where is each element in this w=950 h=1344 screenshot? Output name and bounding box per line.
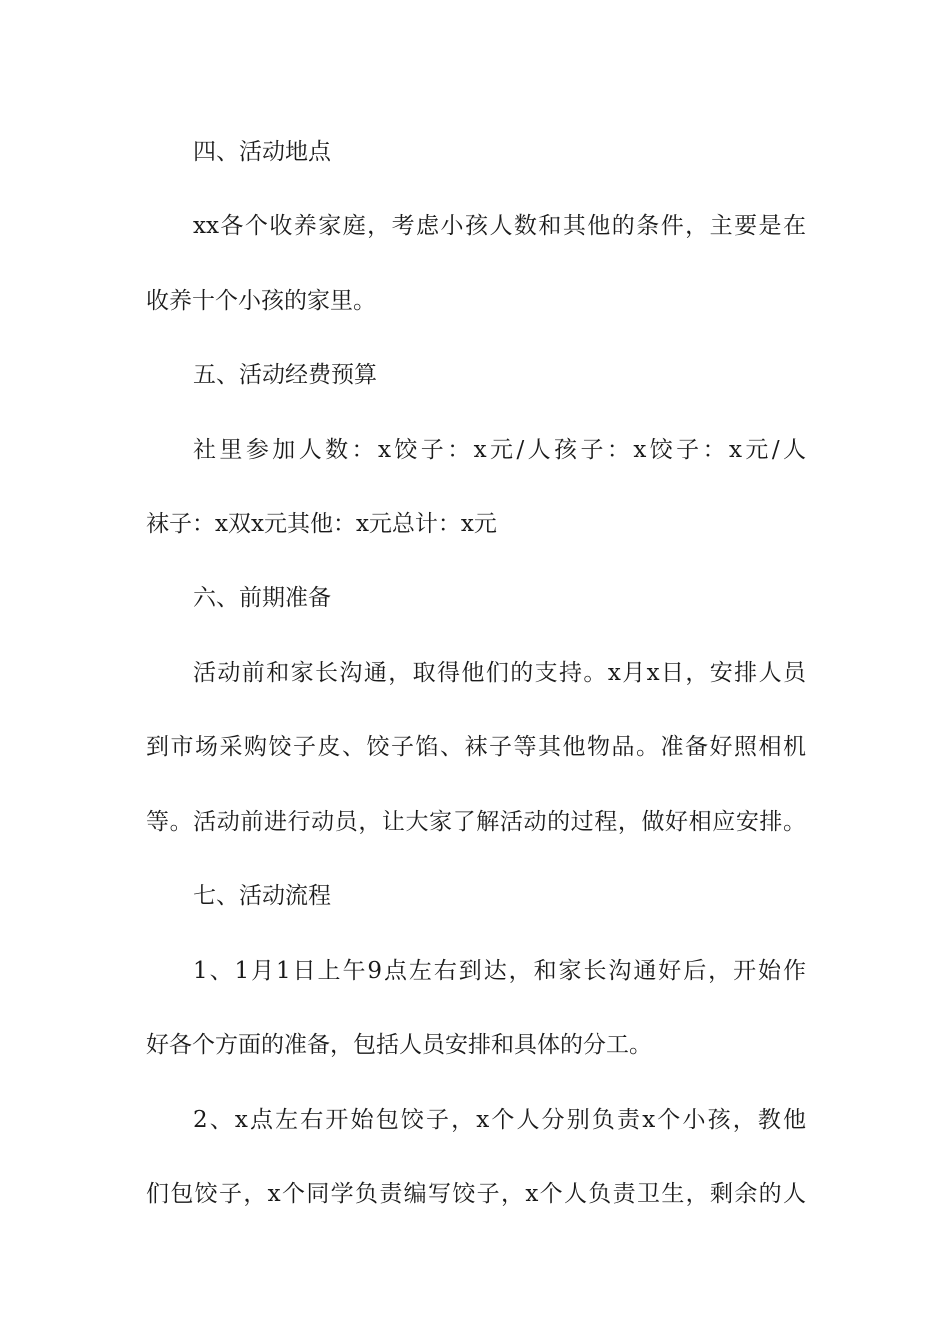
paragraph-line: 2、x点左右开始包饺子，x个人分别负责x个小孩，教他 — [193, 1107, 806, 1133]
paragraph-line: 到市场采购饺子皮、饺子馅、袜子等其他物品。准备好照相机 — [146, 734, 806, 760]
paragraph-line: 袜子：x双x元其他：x元总计：x元 — [146, 511, 497, 537]
paragraph-line: 好各个方面的准备，包括人员安排和具体的分工。 — [146, 1032, 652, 1058]
paragraph-line: 等。活动前进行动员，让大家了解活动的过程，做好相应安排。 — [146, 809, 806, 835]
section-heading-process: 七、活动流程 — [193, 883, 331, 909]
paragraph-line: 社里参加人数：x饺子：x元/人孩子：x饺子：x元/人 — [193, 437, 806, 463]
paragraph-line: 活动前和家长沟通，取得他们的支持。x月x日，安排人员 — [193, 660, 806, 686]
section-heading-budget: 五、活动经费预算 — [193, 362, 377, 388]
paragraph-line: 收养十个小孩的家里。 — [146, 288, 376, 314]
paragraph-line: xx各个收养家庭，考虑小孩人数和其他的条件，主要是在 — [193, 213, 806, 239]
section-heading-venue: 四、活动地点 — [193, 139, 331, 165]
paragraph-line: 1、1月1日上午9点左右到达，和家长沟通好后，开始作 — [193, 958, 806, 984]
paragraph-line: 们包饺子，x个同学负责编写饺子，x个人负责卫生，剩余的人 — [146, 1181, 806, 1207]
section-heading-preparation: 六、前期准备 — [193, 585, 331, 611]
